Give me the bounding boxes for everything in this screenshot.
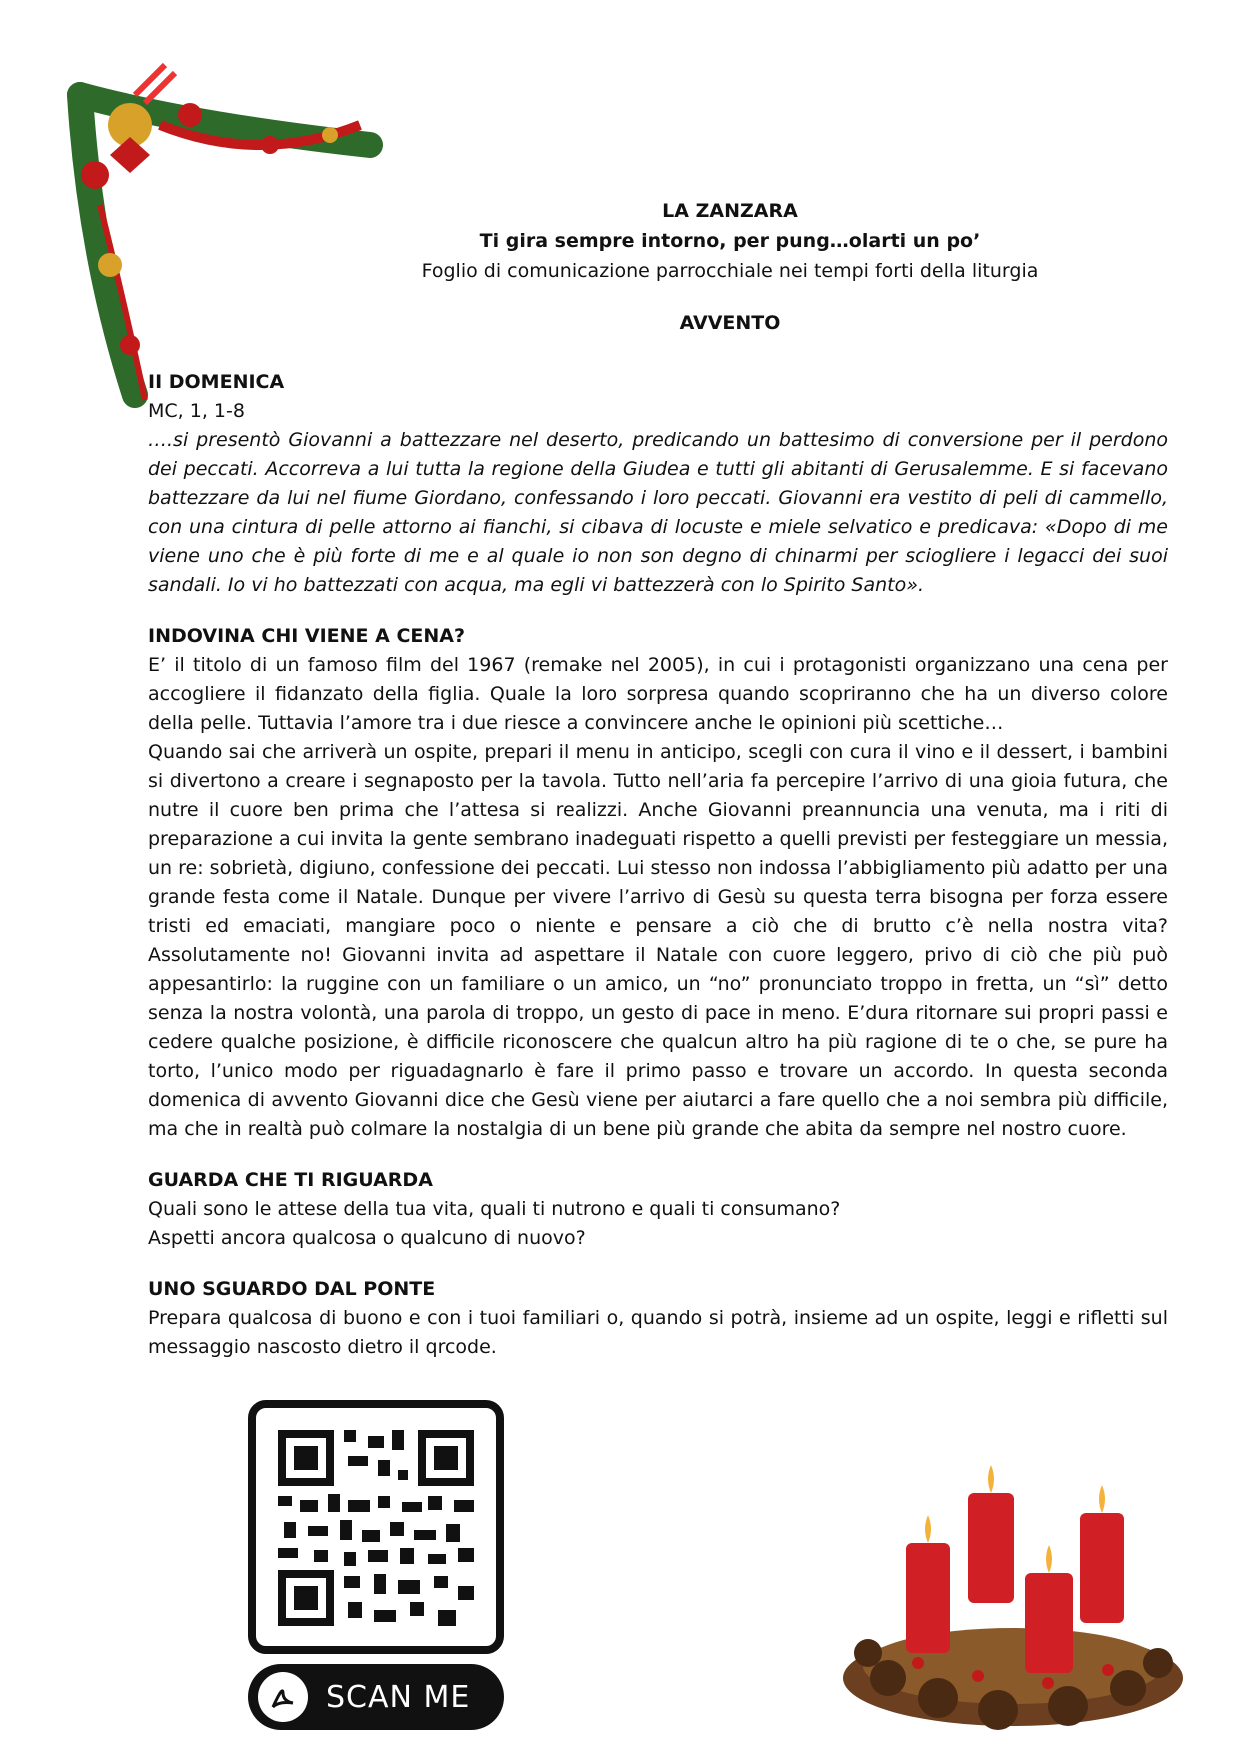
scan-me-button[interactable] (248, 1664, 504, 1730)
section-domenica (148, 368, 1168, 600)
section-heading: UNO SGUARDO DAL PONTE (148, 1278, 436, 1300)
newsletter-title: LA ZANZARA (662, 200, 798, 222)
advent-wreath-illustration (818, 1448, 1208, 1738)
gospel-text: ….si presentò Giovanni a battezzare nel deserto, predicando un battesimo di conversione per il perdono dei peccati. Accorreva a lui tutta la regione della Giudea e tutti gli abitanti di Gerusalemme. E si facevano battezzare da lui nel fiume Giordano, confessando i loro peccati. Giovanni era vestito di peli di cammello, con una cintura di pelle attorno ai fianchi, si cibava di locuste e miele selvatico e predicava: «Dopo di me viene uno che è più forte di me e al quale io non son degno di chinarmi per sciogliere i legacci dei suoi sandali. Io vi ho battezzati con acqua, ma egli vi battezzerà con lo Spirito Santo». (148, 429, 1168, 596)
paragraph: E’ il titolo di un famoso film del 1967 (remake nel 2005), in cui i protagonisti organizzano una cena per accogliere il fidanzato della figlia. Quale la loro sorpresa quando scopriranno che ha un diverso colore della pelle. Tuttavia l’amore tra i due riesce a convincere anche le opinioni più scettiche… (148, 654, 1168, 734)
question-line: Quali sono le attese della tua vita, quali ti nutrono e quali ti consumano? (148, 1198, 841, 1220)
section-heading: GUARDA CHE TI RIGUARDA (148, 1169, 433, 1191)
christmas-garland-decoration (40, 55, 410, 415)
gospel-reference: MC, 1, 1-8 (148, 400, 245, 422)
paragraph: Prepara qualcosa di buono e con i tuoi familiari o, quando si potrà, insieme ad un ospite, leggi e rifletti sul messaggio nascosto dietro il qrcode. (148, 1307, 1168, 1358)
section-heading: INDOVINA CHI VIENE A CENA? (148, 625, 466, 647)
qr-code-pattern (278, 1430, 474, 1626)
section-ponte (148, 1275, 1168, 1362)
qr-code[interactable] (248, 1400, 504, 1654)
newsletter-header (395, 196, 1065, 338)
newsletter-description: Foglio di comunicazione parrocchiale nei tempi forti della liturgia (421, 260, 1039, 282)
newsletter-subtitle: Ti gira sempre intorno, per pung…olarti un po’ (479, 230, 981, 252)
scan-me-label: SCAN ME (326, 1679, 471, 1715)
section-guarda (148, 1166, 1168, 1253)
pdf-icon (258, 1672, 308, 1722)
newsletter-content (148, 368, 1168, 1384)
section-heading: II DOMENICA (148, 371, 285, 393)
paragraph: Quando sai che arriverà un ospite, prepari il menu in anticipo, scegli con cura il vino e il dessert, i bambini si divertono a creare i segnaposto per la tavola. Tutto nell’aria fa percepire l’arrivo di una gioia futura, che nutre il cuore ben prima che l’attesa si realizzi. Anche Giovanni preannuncia una venuta, ma i riti di preparazione a cui invita la gente sembrano inadeguati rispetto a quelli previsti per festeggiare un messia, un re: sobrietà, digiuno, confessione dei peccati. Lui stesso non indossa l’abbigliamento più adatto per una grande festa come il Natale. Dunque per vivere l’arrivo di Gesù su questa terra bisogna per forza essere tristi ed emaciati, mangiare poco o niente e pensare a ciò che di brutto c’è nella nostra vita? Assolutamente no! Giovanni invita ad aspettare il Natale con cuore leggero, privo di ciò che più può appesantirlo: la ruggine con un familiare o un amico, un “no” pronunciato troppo in fretta, un “sì” detto senza la nostra volontà, una parola di troppo, un gesto di pace in meno. E’dura ritornare sui propri passi e cedere qualche posizione, è difficile riconoscere che qualcun altro ha più ragione di te o che, se pure ha torto, l’unico modo per riguadagnarlo è fare il primo passo e trovare un accordo. In questa seconda domenica di avvento Giovanni dice che Gesù viene per aiutarci a fare quello che a noi sembra più difficile, ma che in realtà può colmare la nostalgia di un bene più grande che abita da sempre nel nostro cuore. (148, 741, 1168, 1140)
season-title: AVVENTO (679, 312, 781, 334)
section-cena (148, 622, 1168, 1144)
question-line: Aspetti ancora qualcosa o qualcuno di nuovo? (148, 1227, 586, 1249)
